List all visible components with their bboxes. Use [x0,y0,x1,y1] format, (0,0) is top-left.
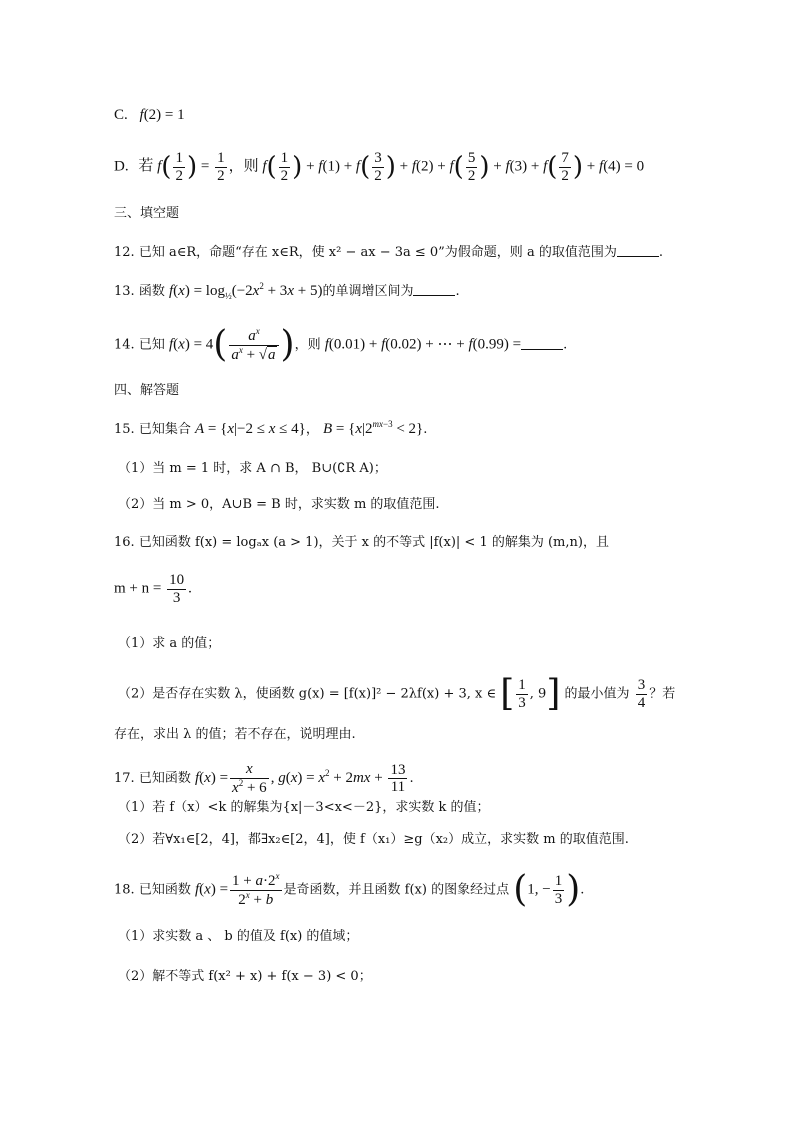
question-number: 17. [114,771,135,786]
question-18: 18. 已知函数 f(x) = $\frac{1 + a\cdot 2^x}{2^x + b}$ 是奇函数，并且函数 f(x) 的图象经过点 (1, − $\frac{1}{3}$ ). [114,869,585,910]
option-c: C. f(2) = 1 [114,107,185,123]
question-text: 函数 [138,284,165,299]
question-text-2: ，则 [294,337,321,353]
question-13: 13. 函数 $f(x) = \log_{\frac{1}{2}}(-2x^2 + 3x + 5)$的单调增区间为 . [114,281,460,301]
section-title-solve: 四、解答题 [114,383,180,398]
section-title-fill-in: 三、填空题 [114,206,180,221]
q16-part-1: （1）求 a 的值； [118,636,221,651]
question-number: 18. [114,882,135,898]
question-text: 已知函数 [138,882,191,898]
q16-part-2-text: （2）是否存在实数 λ，使函数 g(x) = [f(x)]² − 2λf(x) + 3, x ∈ [118,686,497,702]
q16-part-2-cont: 存在，求出 λ 的值；若不存在，说明理由. [114,727,356,742]
question-text-2: 的单调增区间为 [322,284,414,299]
q15-part-1: （1）当 m = 1 时，求 A ∩ B， B∪(∁R A)； [118,461,387,476]
option-d: D. 若 f( $\frac{1}{2}$ ) = $\frac{1}{2}$ ，则 f( $\frac{1}{2}$ ) + f(1) + f( $\frac{3}{2}$ ) + f(2) + f( $\frac{5}{2}$ ) + f(3) + f( $\frac{7}{2}$ ) + f(4) = 0 [114,150,645,184]
answer-blank [521,337,563,350]
q16-part-2-text-b: 的最小值为 [564,686,630,702]
question-number: 16. [114,535,135,550]
question-text: 已知 a∈R，命题“存在 x∈R，使 x² − ax − 3a ≤ 0”为假命题，则 a 的取值范围为 [138,245,617,260]
option-d-text2: ，则 [228,158,259,175]
question-15: 15. 已知集合 A = {x|−2 ≤ x ≤ 4}， $B = \{x|2^{mx-3} < 2\}$. [114,419,428,437]
q16-line-2: m + n = $\frac{10}{3}$ . [114,572,192,606]
option-d-text1: 若 [138,158,154,175]
q18-part-1: （1）求实数 a 、 b 的值及 f(x) 的值域； [118,929,359,944]
question-end: . [658,245,663,260]
option-c-expr: f [139,107,144,123]
question-14: 14. 已知 f(x) = 4( $\frac{a^x}{a^x + √a}$ )，则 f(0.01) + f(0.02) + ⋯ + f(0.99) = . [114,324,568,365]
q16-part-2: （2）是否存在实数 λ，使函数 g(x) = [f(x)]² − 2λf(x) + 3, x ∈ [ $\frac{1}{3}$ , 9] 的最小值为 $\frac{3}{4}$ ？若 [118,673,676,714]
question-number: 14. [114,337,135,353]
answer-blank [413,283,455,296]
question-end: . [455,284,460,299]
q16-part-2-text-c: ？若 [649,686,676,702]
q15-part-2: （2）当 m > 0，A∪B = B 时，求实数 m 的取值范围. [118,497,440,512]
question-end: . [423,422,428,437]
question-number: 12. [114,245,135,260]
question-text: 已知集合 [138,422,191,437]
answer-blank [617,244,659,257]
q17-part-2: （2）若∀x₁∈[2，4]，都∃x₂∈[2，4]，使 f（x₁）≥g（x₂）成立，求实数 m 的取值范围. [118,832,629,847]
question-12 [114,244,663,259]
question-text: 已知函数 [138,771,191,786]
question-end: . [563,337,568,353]
q16-sum-label: m + n = [114,580,162,597]
question-number: 13. [114,284,135,299]
question-17: 17. 已知函数 f(x) = $\frac{x}{x^2 + 6}$ , $g(x) = x^2 + 2mx$ + $\frac{13}{11}$ . [114,761,414,796]
question-sep: ， [305,422,319,437]
question-text-2: 是奇函数，并且函数 f(x) 的图象经过点 [283,882,510,898]
question-16 [114,536,609,549]
q18-part-2: （2）解不等式 f(x² + x) + f(x − 3) < 0； [118,969,372,984]
question-text: 已知函数 f(x) = logₐx (a > 1)，关于 x 的不等式 |f(x)| < 1 的解集为 (m,n)，且 [138,535,609,550]
q17-part-1: （1）若 f（x）<k 的解集为{x|－3<x<－2}，求实数 k 的值； [118,800,490,815]
option-d-label: D. [114,158,129,175]
question-text: 已知 [138,337,165,353]
question-number: 15. [114,422,135,437]
option-c-label: C. [114,107,128,123]
